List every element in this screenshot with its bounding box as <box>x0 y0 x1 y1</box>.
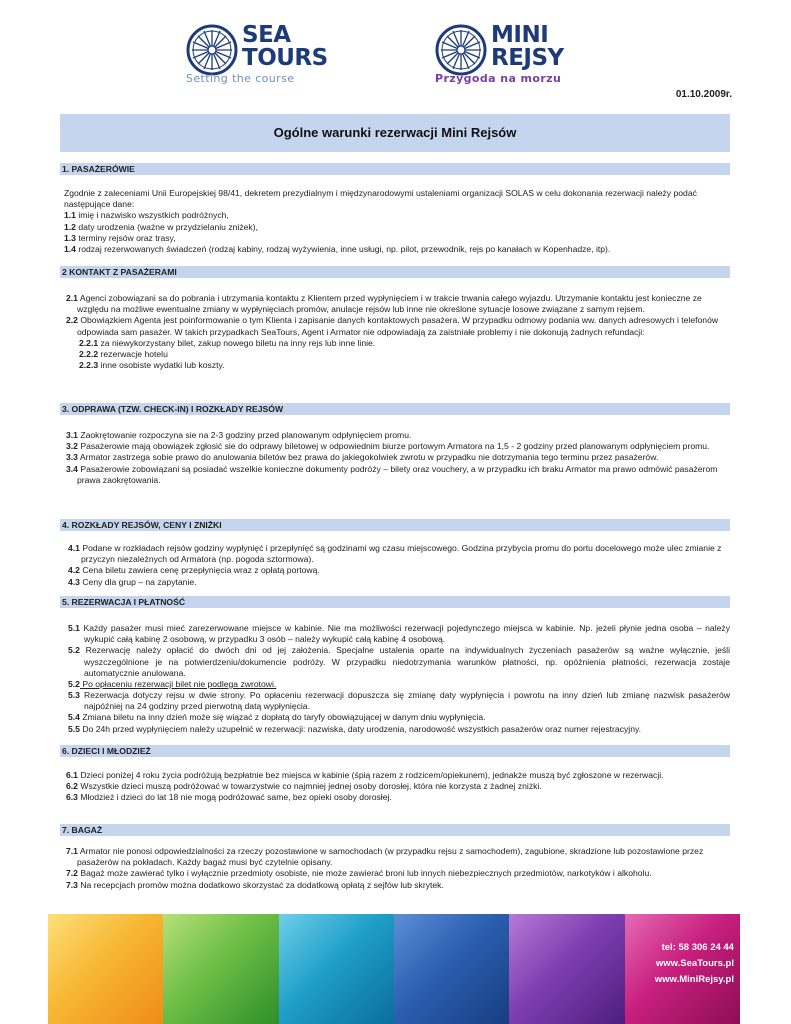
section-intro: Zgodnie z zaleceniami Unii Europejskiej 98/41, dekretem prezydialnym i międzynarodowymi ustaleniami organizacji SOLAS w celu dokonania rezerwacji należy podać następujące dane: <box>64 188 697 210</box>
list-item <box>64 233 730 244</box>
item-text: Po opłaceniu rezerwacji bilet nie podlega zwrotowi. <box>79 678 277 689</box>
item-number: 5.2 <box>68 678 80 689</box>
item-text: daty urodzenia (ważne w przydzielaniu zniżek), <box>75 221 258 232</box>
item-text: inne osobiste wydatki lub koszty. <box>98 360 225 371</box>
item-text: Armator nie ponosi odpowiedzialności za rzeczy pozostawione w samochodach (w przypadku rejsu z samochodem), zagubione, skradzione lub pozostawione przez pasażerów na pokładach. Każdy bagaż musi być czytelnie opisany. <box>77 846 704 868</box>
minirejsy-logo <box>435 24 564 86</box>
item-number: 5.3 <box>68 690 80 701</box>
list-item <box>64 880 730 891</box>
list-item <box>64 244 730 255</box>
list-item <box>64 565 730 576</box>
item-text: Pasażerowie mają obowiązek zgłosić sie do odprawy biletowej w odpowiednim biurze portowym Armatora na 1,5 - 2 godziny przed planowanym odpłynięciem promu. <box>77 441 710 452</box>
item-number: 1.1 <box>64 210 76 221</box>
section-passengers <box>60 163 730 255</box>
item-text: Dzieci poniżej 4 roku życia podróżują bezpłatnie bez miejsca w kabinie (śpią razem z rodzicem/opiekunem), jednakże muszą być zgłoszone w rezerwacji. <box>77 770 664 780</box>
footer-tile-green <box>163 914 278 1024</box>
item-number: 2.2 <box>66 315 78 326</box>
list-item <box>64 846 730 868</box>
item-text: rezerwacje hotelu <box>98 348 168 359</box>
title-bar <box>60 114 730 152</box>
list-item <box>64 792 730 803</box>
item-text: terminy rejsów oraz trasy, <box>75 232 176 243</box>
phone-number: tel: 58 306 24 44 <box>661 942 734 953</box>
list-item <box>64 452 730 463</box>
list-item <box>64 338 730 349</box>
list-item <box>64 464 730 486</box>
document-date: 01.10.2009r. <box>675 89 732 100</box>
item-text: Podane w rozkładach rejsów godziny wypłynięć i przepłynięć są godzinami wg czasu miejscowego. Godzina przybycia promu do portu docelowego może ulec zmianie z przyczyn niezależnych od Armatora (np. pogoda sztormowa). <box>79 543 722 565</box>
list-item <box>64 293 730 315</box>
item-text: Do 24h przed wypłynięciem należy uzupełnić w rezerwacji: nazwiska, daty urodzenia, narodowość wszystkich pasażerów oraz numer rejestracyjny. <box>79 723 642 734</box>
list-item <box>64 577 730 588</box>
item-number: 3.4 <box>66 463 78 474</box>
list-item <box>64 543 730 565</box>
item-text: Bagaż może zawierać tylko i wyłącznie przedmioty osobiste, nie może zawierać broni lub innych niebezpiecznych przedmiotów, narkotyków i alkoholu. <box>77 868 652 879</box>
item-text: Obowiązkiem Agenta jest poinformowanie o tym Klienta i zapisanie danych kontaktowych pasażera. W przypadku odmowy podania ww. danych adresowych i telefonów odpowiada sam pasażer. W takich przypadkach SeaTours, Agent i Armator nie odpowiadają za zaistniałe problemy i nie dokonują żadnych refundacji: <box>77 315 719 337</box>
item-number: 2.2.2 <box>79 348 99 359</box>
item-number: 4.3 <box>68 576 80 587</box>
item-number: 7.3 <box>66 879 78 890</box>
section-heading: 6. DZIECI I MŁODZIEŻ <box>60 745 730 757</box>
section-heading: 7. BAGAŻ <box>60 824 730 836</box>
seatours-tagline: Setting the course <box>186 72 295 85</box>
item-number: 5.1 <box>68 623 80 633</box>
section-contact <box>60 266 730 371</box>
footer-banner <box>48 914 740 1024</box>
list-item <box>64 770 730 781</box>
section-heading: 2 KONTAKT Z PASAŻERAMI <box>60 266 730 278</box>
item-number: 5.4 <box>68 712 80 723</box>
item-text: Agenci zobowiązani sa do pobrania i utrzymania kontaktu z Klientem przed wypłynięciem i w trakcie trwania całego wyjazdu. Utrzymanie kontaktu jest konieczne ze względu na możliwe ewentualne zmiany w wypłynięciach promów, anulacje rejsów lub inne nie określone sytuacje losowe związane z samym rejsem. <box>77 293 702 315</box>
item-number: 5.2 <box>68 645 80 656</box>
seatours-logo-line1: SEA <box>242 22 291 48</box>
item-text: Wszystkie dzieci muszą podróżować w towarzystwie co najmniej jednej osoby dorosłej, która nie korzysta z żadnej zniżki. <box>77 781 542 792</box>
item-text: Armator zastrzega sobie prawo do anulowania biletów bez prawa do jakiegokolwiek zwrotu w przypadku nie dotrzymania tego terminu przez pasażerów. <box>77 452 659 463</box>
list-item <box>64 349 730 360</box>
item-number: 4.1 <box>68 543 80 553</box>
item-text: rodzaj rezerwowanych świadczeń (rodzaj kabiny, rodzaj wyżywienia, inne usługi, np. pilot, przewodnik, rejs po kanałach w Kopenhadze, itp). <box>75 243 611 254</box>
list-item <box>64 690 730 712</box>
minirejsy-tagline: Przygoda na morzu <box>435 72 562 85</box>
item-text: Pasażerowie zobowiązani są posiadać wszelkie konieczne dokumenty podróży – bilety oraz vouchery, a w przypadku ich braku Armator ma prawo odmówić pasażerom prawa zaokrętowania. <box>77 463 718 485</box>
compass-icon <box>435 24 487 76</box>
item-text: Na recepcjach promów można dodatkowo skorzystać za dodatkową opłatą z sejfów lub skrytek. <box>77 879 444 890</box>
seatours-logo-line2: TOURS <box>242 45 328 71</box>
item-text: Zmiana biletu na inny dzień może się wiązać z dopłatą do taryfy obowiązującej w danym dniu wypłynięcia. <box>79 712 486 723</box>
item-text: Każdy pasażer musi mieć zarezerwowane miejsce w kabinie. Nie ma możliwości rezerwacji pojedynczego miejsca w kabinie. Np. jeżeli płynie jedna osoba – należy wykupić całą kabinę 2 osobową, w przypadku 3 osób – należy wykupić całą kabinę 4 osobową. <box>79 623 730 645</box>
item-text: Rezerwację należy opłacić do dwóch dni od jej założenia. Specjalne ustalenia oparte na indywidualnych życzeniach pasażerów są ważne wyłącznie, jeśli wyszczególnione je na potwierdzeniu/dokumencie podróży. W przypadku niedotrzymania warunków płatności, np. opóźnienia płatności, rezerwacja zostaje automatycznie anulowana. <box>79 645 730 678</box>
list-item <box>64 712 730 723</box>
list-item <box>64 724 730 735</box>
list-item <box>64 210 730 221</box>
item-text: Rezerwacja dotyczy rejsu w dwie strony. Po opłaceniu rezerwacji dopuszcza się zmianę daty wypłynięcia i powrotu na inny dzień lub zmianę nazwisk pasażerów najpóźniej na 24 godziny przed pierwotną datą wypłynięcia. <box>79 690 730 712</box>
list-item <box>64 781 730 792</box>
website-link-minirejsy[interactable]: www.MiniRejsy.pl <box>654 974 734 985</box>
item-number: 3.3 <box>66 452 78 463</box>
section-check-in <box>60 403 730 486</box>
list-item <box>64 315 730 337</box>
item-text: Młodzież i dzieci do lat 18 nie mogą podróżować same, bez opieki osoby dorosłej. <box>77 792 392 803</box>
item-number: 6.3 <box>66 792 78 803</box>
list-item <box>64 623 730 645</box>
list-item <box>64 360 730 371</box>
seatours-logo <box>186 24 328 86</box>
contact-info <box>655 940 734 988</box>
item-number: 2.2.3 <box>79 360 99 371</box>
item-text: Cena biletu zawiera cenę przepłynięcia wraz z opłatą portową. <box>79 565 320 576</box>
list-item <box>64 430 730 441</box>
item-number: 1.2 <box>64 221 76 232</box>
list-item <box>64 645 730 679</box>
item-number: 1.3 <box>64 232 76 243</box>
item-text: Ceny dla grup – na zapytanie. <box>79 576 197 587</box>
item-text: Zaokrętowanie rozpoczyna sie na 2-3 godziny przed planowanym odpłynięciem promu. <box>77 430 412 440</box>
minirejsy-logo-line1: MINI <box>491 22 549 48</box>
list-item <box>64 868 730 879</box>
footer-tile-magenta <box>625 914 740 1024</box>
section-children <box>60 745 730 804</box>
item-number: 2.2.1 <box>79 337 99 348</box>
item-number: 2.1 <box>66 293 78 303</box>
page-header <box>0 0 791 110</box>
minirejsy-logo-line2: REJSY <box>491 45 564 71</box>
list-item <box>64 441 730 452</box>
section-heading: 5. REZERWACJA I PŁATNOŚĆ <box>60 596 730 608</box>
section-schedules-prices <box>60 519 730 588</box>
compass-icon <box>186 24 238 76</box>
list-item <box>64 222 730 233</box>
footer-tile-yellow <box>48 914 163 1024</box>
section-heading: 4. ROZKŁADY REJSÓW, CENY I ZNIŻKI <box>60 519 730 531</box>
item-number: 6.2 <box>66 781 78 792</box>
section-reservation-payment <box>60 596 730 735</box>
item-number: 3.2 <box>66 441 78 452</box>
section-heading: 3. ODPRAWA (TZW. CHECK-IN) I ROZKŁADY REJSÓW <box>60 403 730 415</box>
website-link-seatours[interactable]: www.SeaTours.pl <box>655 958 734 969</box>
list-item <box>64 679 730 690</box>
section-luggage <box>60 824 730 891</box>
item-number: 7.1 <box>66 846 78 856</box>
item-number: 1.4 <box>64 243 76 254</box>
item-number: 5.5 <box>68 723 80 734</box>
footer-tile-purple <box>509 914 624 1024</box>
item-number: 7.2 <box>66 868 78 879</box>
item-text: za niewykorzystany bilet, zakup nowego biletu na inny rejs lub inne linie. <box>98 337 376 348</box>
item-number: 6.1 <box>66 770 78 780</box>
section-heading: 1. PASAŻERÓWIE <box>60 163 730 175</box>
footer-tile-cyan <box>279 914 394 1024</box>
item-number: 3.1 <box>66 430 78 440</box>
item-text: imię i nazwisko wszystkich podróżnych, <box>75 210 229 221</box>
page-title: Ogólne warunki rezerwacji Mini Rejsów <box>273 124 517 140</box>
footer-tile-blue <box>394 914 509 1024</box>
item-number: 4.2 <box>68 565 80 576</box>
